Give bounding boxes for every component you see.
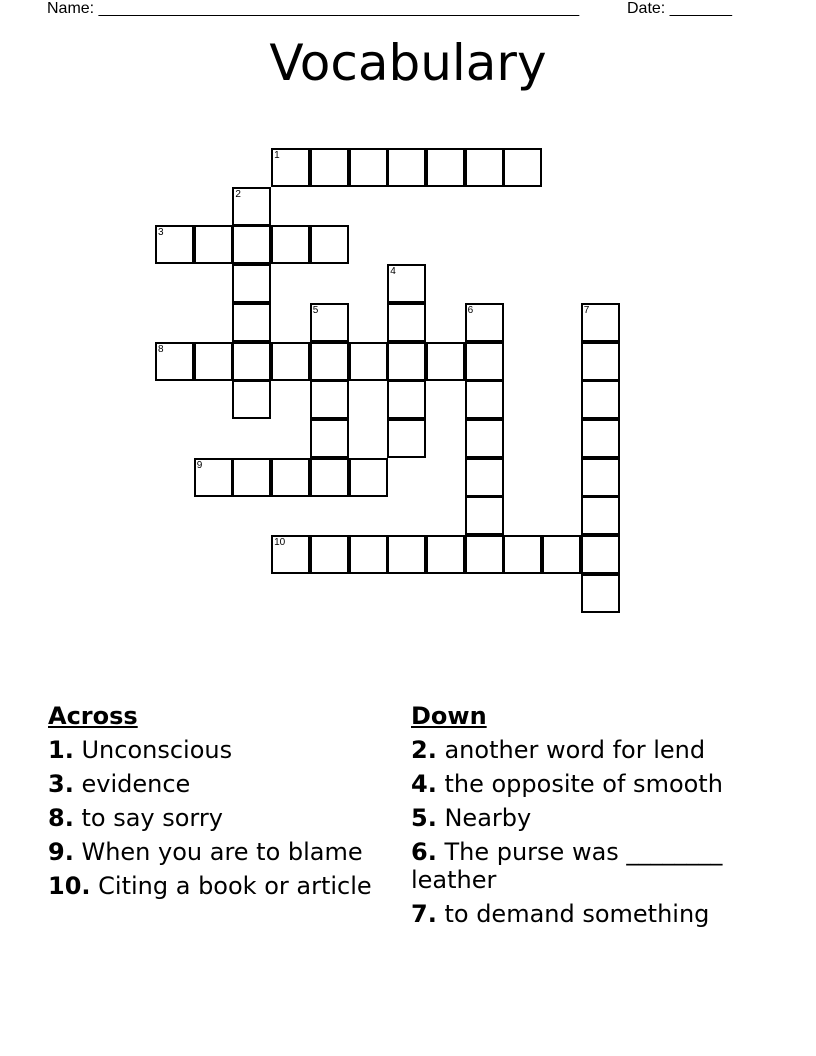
cell-number: 7	[583, 304, 590, 316]
clue-down-2	[411, 736, 741, 764]
grid-cell[interactable]	[581, 303, 620, 342]
grid-cell[interactable]	[465, 303, 504, 342]
grid-cell[interactable]	[387, 148, 426, 187]
grid-cell[interactable]	[465, 496, 504, 535]
grid-cell[interactable]	[387, 380, 426, 419]
grid-cell[interactable]	[232, 458, 271, 497]
grid-cell[interactable]	[232, 187, 271, 226]
across-clues	[48, 702, 396, 906]
clue-across-10	[48, 872, 396, 900]
cell-number: 9	[196, 459, 203, 471]
grid-cell[interactable]	[310, 419, 349, 458]
clue-number: 5.	[411, 804, 437, 832]
clue-text: Citing a book or article	[98, 872, 372, 900]
grid-cell[interactable]	[271, 225, 310, 264]
clue-number: 6.	[411, 838, 437, 866]
grid-cell[interactable]	[426, 535, 465, 574]
grid-cell[interactable]	[387, 535, 426, 574]
grid-cell[interactable]	[232, 342, 271, 381]
grid-cell[interactable]	[271, 342, 310, 381]
cell-number: 8	[158, 343, 164, 355]
clue-text: another word for lend	[444, 736, 706, 764]
clue-across-1	[48, 736, 396, 764]
grid-cell[interactable]	[581, 419, 620, 458]
down-clues	[411, 702, 741, 934]
grid-cell[interactable]	[503, 535, 542, 574]
grid-cell[interactable]	[581, 380, 620, 419]
grid-cell[interactable]	[155, 225, 194, 264]
grid-cell[interactable]	[387, 264, 426, 303]
clue-number: 9.	[48, 838, 74, 866]
grid-cell[interactable]	[465, 458, 504, 497]
grid-cell[interactable]	[387, 342, 426, 381]
clue-number: 3.	[48, 770, 74, 798]
grid-cell[interactable]	[581, 342, 620, 381]
grid-cell[interactable]	[155, 342, 194, 381]
clue-number: 8.	[48, 804, 74, 832]
clue-text: Nearby	[444, 804, 532, 832]
grid-cell[interactable]	[581, 574, 620, 613]
grid-cell[interactable]	[581, 535, 620, 574]
cell-number: 6	[467, 304, 474, 316]
cell-number: 5	[312, 304, 319, 316]
across-heading: Across	[48, 702, 138, 730]
grid-cell[interactable]	[349, 148, 388, 187]
name-field-label: Name: ______________________________________________________	[47, 0, 580, 17]
grid-cell[interactable]	[232, 380, 271, 419]
clue-number: 4.	[411, 770, 437, 798]
clue-number: 7.	[411, 900, 437, 928]
clue-across-8	[48, 804, 396, 832]
grid-cell[interactable]	[349, 342, 388, 381]
grid-cell[interactable]	[194, 225, 233, 264]
cell-number: 2	[235, 188, 241, 200]
grid-cell[interactable]	[387, 303, 426, 342]
clue-text: the opposite of smooth	[444, 770, 723, 798]
clue-text: The purse was ________ leather	[411, 838, 723, 894]
grid-cell[interactable]	[465, 380, 504, 419]
grid-cell[interactable]	[310, 380, 349, 419]
clue-down-7	[411, 900, 741, 928]
grid-cell[interactable]	[349, 458, 388, 497]
clue-text: Unconscious	[81, 736, 233, 764]
grid-cell[interactable]	[271, 458, 310, 497]
grid-cell[interactable]	[310, 225, 349, 264]
clue-number: 10.	[48, 872, 91, 900]
cell-number: 1	[274, 150, 280, 161]
grid-cell[interactable]	[310, 148, 349, 187]
grid-cell[interactable]	[310, 458, 349, 497]
clue-number: 1.	[48, 736, 74, 764]
grid-cell[interactable]	[503, 148, 542, 187]
clue-down-6	[411, 838, 741, 894]
grid-cell[interactable]	[271, 148, 310, 187]
grid-cell[interactable]	[426, 148, 465, 187]
grid-cell[interactable]	[310, 535, 349, 574]
clue-down-5	[411, 804, 741, 832]
grid-cell[interactable]	[271, 535, 310, 574]
grid-cell[interactable]	[465, 148, 504, 187]
clue-across-9	[48, 838, 396, 866]
clue-text: to demand something	[444, 900, 710, 928]
date-field-label: Date: _______	[627, 0, 732, 17]
grid-cell[interactable]	[194, 342, 233, 381]
grid-cell[interactable]	[465, 419, 504, 458]
clue-down-4	[411, 770, 741, 798]
grid-cell[interactable]	[349, 535, 388, 574]
down-heading: Down	[411, 702, 487, 730]
clue-text: to say sorry	[81, 804, 223, 832]
grid-cell[interactable]	[194, 458, 233, 497]
grid-cell[interactable]	[465, 535, 504, 574]
clue-text: evidence	[81, 770, 191, 798]
page-title: Vocabulary	[269, 34, 547, 92]
grid-cell[interactable]	[232, 225, 271, 264]
grid-cell[interactable]	[310, 303, 349, 342]
cell-number: 10	[274, 537, 286, 548]
clue-across-3	[48, 770, 396, 798]
grid-cell[interactable]	[232, 264, 271, 303]
grid-cell[interactable]	[387, 419, 426, 458]
grid-cell[interactable]	[581, 496, 620, 535]
grid-cell[interactable]	[310, 342, 349, 381]
cell-number: 3	[158, 227, 164, 239]
grid-cell[interactable]	[465, 342, 504, 381]
grid-cell[interactable]	[581, 458, 620, 497]
grid-cell[interactable]	[542, 535, 581, 574]
clue-number: 2.	[411, 736, 437, 764]
cell-number: 4	[390, 266, 396, 278]
grid-cell[interactable]	[232, 303, 271, 342]
clue-text: When you are to blame	[81, 838, 363, 866]
grid-cell[interactable]	[426, 342, 465, 381]
